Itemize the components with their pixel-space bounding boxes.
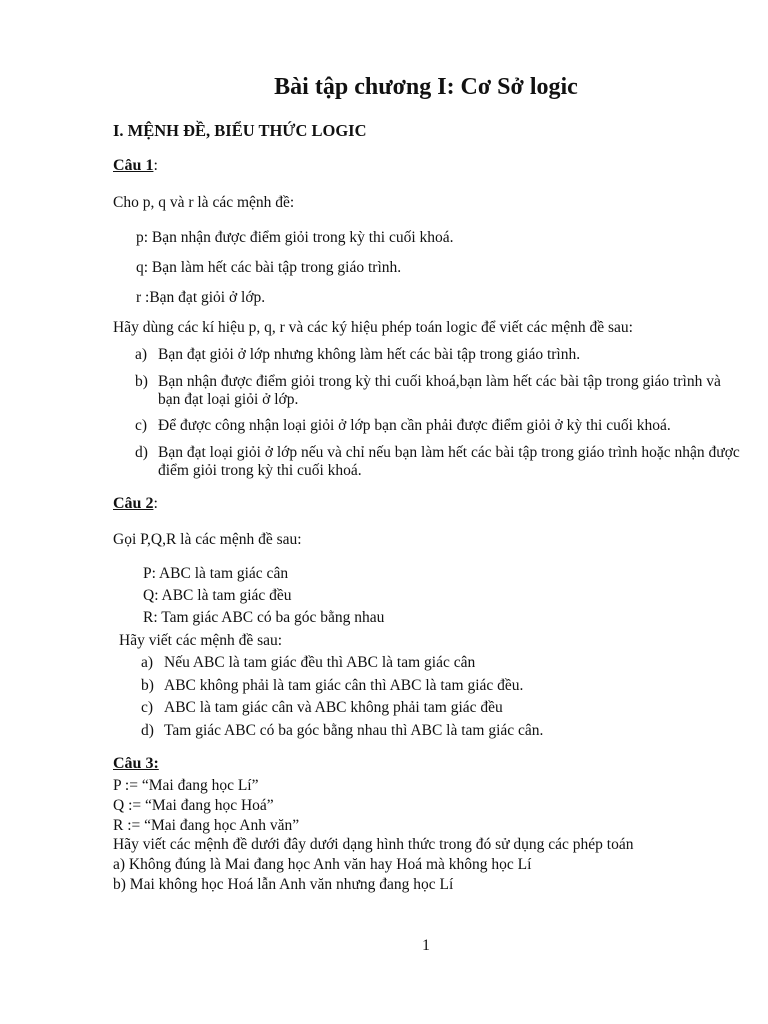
list-text: ABC là tam giác cân và ABC không phải tam giác đều (164, 699, 503, 716)
list-marker: d) (135, 444, 148, 461)
document-title: Bài tập chương I: Cơ Sở logic (274, 74, 578, 100)
list-marker: c) (141, 699, 154, 716)
list-text: Tam giác ABC có ba góc bằng nhau thì ABC là tam giác cân. (164, 721, 544, 739)
list-item (135, 417, 745, 435)
cau1-prop-q: q: Bạn làm hết các bài tập trong giáo trình. (136, 259, 402, 276)
cau3-line: R := “Mai đang học Anh văn” (113, 816, 300, 834)
cau2-intro: Gọi P,Q,R là các mệnh đề sau: (113, 531, 302, 548)
cau3-line: Hãy viết các mệnh đề dưới đây dưới dạng hình thức trong đó sử dụng các phép toán (113, 836, 634, 854)
list-text: Bạn đạt giỏi ở lớp nhưng không làm hết các bài tập trong giáo trình. (158, 346, 581, 363)
cau2-instruction: Hãy viết các mệnh đề sau: (119, 632, 283, 649)
list-text: Nếu ABC là tam giác đều thì ABC là tam giác cân (164, 654, 476, 671)
list-marker: c) (135, 417, 148, 434)
cau1-prop-r: r :Bạn đạt giỏi ở lớp. (136, 289, 266, 306)
cau1-suffix: : (153, 157, 158, 174)
cau3-label: Câu 3: (113, 755, 159, 772)
cau2-heading (113, 495, 158, 513)
cau3-line: b) Mai không học Hoá lẫn Anh văn nhưng đang học Lí (113, 875, 454, 893)
list-item (141, 697, 641, 720)
cau1-label: Câu 1 (113, 157, 154, 174)
cau3-body (113, 776, 633, 895)
cau1-heading (113, 157, 158, 175)
list-marker: b) (135, 373, 148, 390)
cau3-line: P := “Mai đang học Lí” (113, 777, 259, 794)
list-item (141, 720, 641, 743)
list-item (135, 346, 745, 364)
cau2-suffix: : (153, 495, 158, 512)
cau2-prop-q: Q: ABC là tam giác đều (143, 587, 292, 604)
cau2-prop-r: R: Tam giác ABC có ba góc bằng nhau (143, 609, 385, 626)
list-text: Để được công nhận loại giỏi ở lớp bạn cần phải được điểm giỏi ở kỳ thi cuối khoá. (158, 417, 671, 434)
cau3-heading (113, 755, 159, 773)
cau2-list (141, 652, 641, 742)
cau1-instruction: Hãy dùng các kí hiệu p, q, r và các ký hiệu phép toán logic để viết các mệnh đề sau: (113, 319, 633, 336)
list-item (135, 373, 745, 409)
cau3-line: a) Không đúng là Mai đang học Anh văn hay Hoá mà không học Lí (113, 856, 532, 874)
list-marker: d) (141, 721, 154, 739)
section-heading: I. MỆNH ĐỀ, BIỂU THỨC LOGIC (113, 121, 367, 140)
list-item (141, 675, 641, 698)
list-marker: b) (141, 676, 154, 694)
list-marker: a) (141, 654, 154, 671)
list-text: Bạn nhận được điểm giỏi trong kỳ thi cuối khoá,bạn làm hết các bài tập trong giáo trình và bạn đạt loại giỏi ở lớp. (158, 373, 721, 408)
cau2-prop-p: P: ABC là tam giác cân (143, 565, 289, 582)
list-text: Bạn đạt loại giỏi ở lớp nếu và chỉ nếu bạn làm hết các bài tập trong giáo trình hoặc nhận được điểm giỏi trong kỳ thi cuối khoá. (158, 444, 740, 479)
cau1-list (135, 346, 745, 480)
list-marker: a) (135, 346, 148, 363)
list-item (135, 444, 745, 480)
list-text: ABC không phải là tam giác cân thì ABC là tam giác đều. (164, 676, 524, 694)
cau3-line: Q := “Mai đang học Hoá” (113, 796, 274, 814)
page-number: 1 (422, 937, 430, 954)
list-item (141, 652, 641, 675)
cau1-prop-p: p: Bạn nhận được điểm giỏi trong kỳ thi cuối khoá. (136, 229, 454, 246)
cau1-intro: Cho p, q và r là các mệnh đề: (113, 194, 295, 211)
cau2-label: Câu 2 (113, 495, 154, 512)
